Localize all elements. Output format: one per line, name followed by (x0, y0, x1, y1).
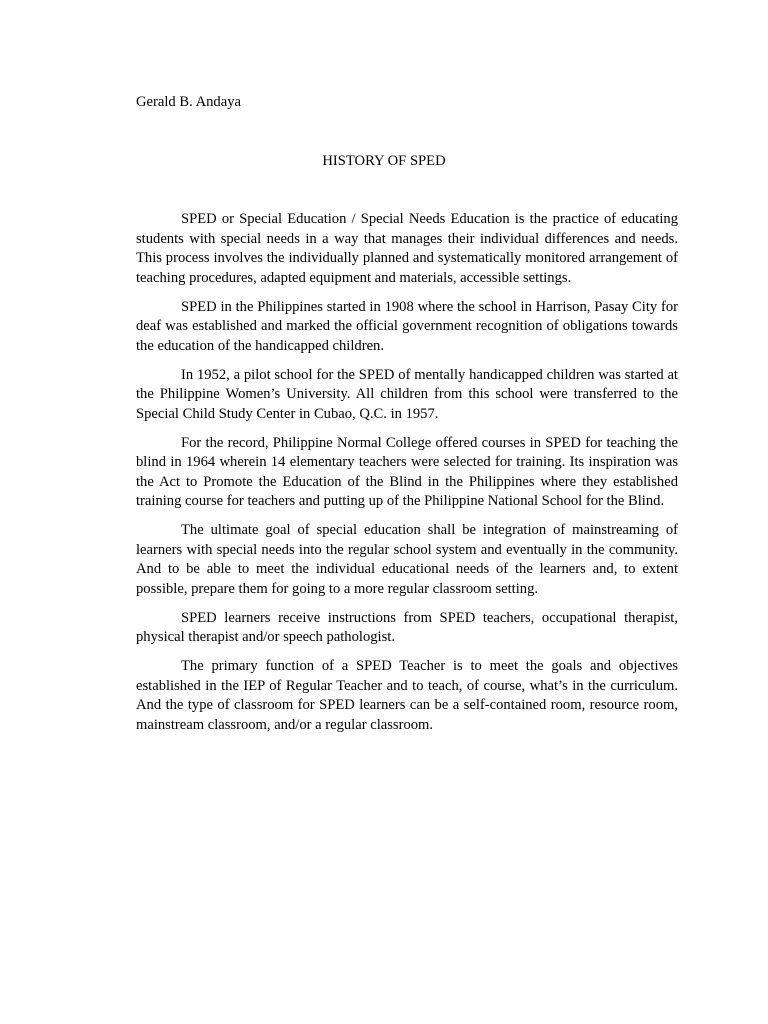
paragraph-7: The primary function of a SPED Teacher is to meet the goals and objectives established in the IEP of Regular Teacher and to teach, of course, what’s in the curriculum. And the type of classroom for SPED learners can be a self-contained room, resource room, mainstream classroom, and/or a regular classroom. (136, 658, 678, 733)
document-title: HISTORY OF SPED (322, 153, 446, 169)
paragraph-3: In 1952, a pilot school for the SPED of mentally handicapped children was started at the Philippine Women’s University. All children from this school were transferred to the Special Child Study Center in Cubao, Q.C. in 1957. (136, 366, 678, 422)
paragraph-2: SPED in the Philippines started in 1908 where the school in Harrison, Pasay City for deaf was established and marked the official government recognition of obligations towards the education of the handicapped children. (136, 298, 678, 354)
paragraph-4: For the record, Philippine Normal College offered courses in SPED for teaching the blind in 1964 wherein 14 elementary teachers were selected for training. Its inspiration was the Act to Promote the Education of the Blind in the Philippines where they established training course for teachers and putting up of the Philippine National School for the Blind. (136, 434, 678, 509)
document-body (136, 210, 678, 745)
paragraph-5: The ultimate goal of special education shall be integration of mainstreaming of learners with special needs into the regular school system and eventually in the community. And to be able to meet the individual educational needs of the learners and, to extent possible, prepare them for going to a more regular classroom setting. (136, 522, 678, 597)
paragraph-6: SPED learners receive instructions from SPED teachers, occupational therapist, physical therapist and/or speech pathologist. (136, 609, 678, 645)
paragraph-1: SPED or Special Education / Special Needs Education is the practice of educating students with special needs in a way that manages their individual differences and needs. This process involves the individually planned and systematically monitored arrangement of teaching procedures, adapted equipment and materials, accessible settings. (136, 211, 678, 286)
author-name: Gerald B. Andaya (136, 94, 241, 110)
